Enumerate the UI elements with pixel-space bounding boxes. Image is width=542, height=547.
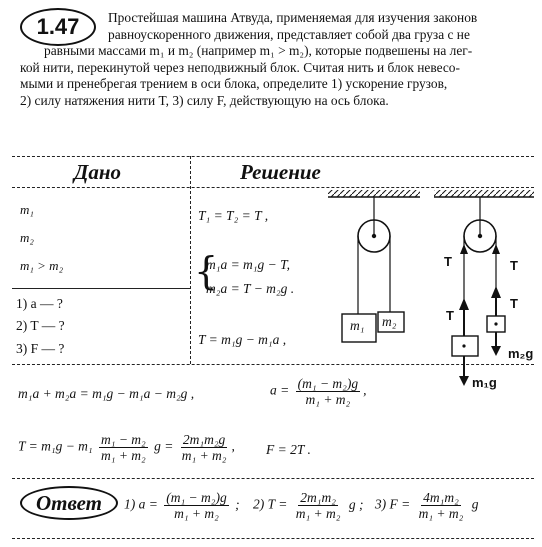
fraction-numerator: (m₁ − m₂)g (166, 490, 227, 505)
ceiling (434, 190, 534, 197)
equation-force: F = 2T . (266, 442, 311, 457)
fraction-denominator: m₁ + m₂ (181, 448, 227, 463)
equation-sum: m₁a + m₂a = m₁g − m₁a − m₂g , (18, 386, 195, 401)
question-item: 1) a — ? (16, 296, 63, 311)
answer-t-pre: 2) T = (252, 496, 288, 512)
label-m2: m₂ (382, 314, 397, 329)
label-weight-m1: m₁g (472, 375, 497, 390)
eq-lhs: T = m₁g − m₁ (18, 438, 93, 454)
given-item: m₁ (20, 202, 34, 217)
arrow-head (491, 346, 501, 356)
arrow-head (491, 286, 501, 298)
equation-tension: T = m₁g − m₁a , (198, 332, 287, 347)
answer-badge (20, 486, 118, 520)
answer-f-pre: 3) F = (374, 496, 411, 512)
label-tension-right: T (510, 258, 518, 273)
label-weight-m2: m₂g (508, 346, 534, 361)
solution-header: Решение (240, 160, 321, 184)
fraction-numerator: 4m₁m₂ (423, 490, 459, 505)
question-item: 3) F — ? (16, 341, 65, 356)
fraction-denominator: m₁ + m₂ (305, 392, 351, 407)
question-item: 2) T — ? (16, 318, 65, 333)
given-item: m₂ (20, 230, 34, 245)
answer-t-post: g ; (348, 496, 364, 512)
given-header: Дано (74, 160, 122, 184)
system-brace: { (194, 249, 219, 293)
given-questions-rule (12, 288, 190, 289)
label-tension-body-left: T (446, 308, 454, 323)
answer-top-rule (12, 478, 534, 479)
system-eq-2: m₂a = T − m₂g . (206, 281, 295, 296)
answer-label: Ответ (35, 490, 102, 515)
fraction-numerator: m₁ − m₂ (101, 432, 146, 447)
ceiling (328, 190, 420, 197)
problem-number (20, 8, 96, 46)
pulley-axle (372, 234, 376, 238)
problem-line: 2) силу натяжения нити T, 3) силу F, действующую на ось блока. (20, 92, 389, 108)
fraction-numerator: (m₁ − m₂)g (297, 376, 359, 391)
equation-tension-result: T = m₁g − m₁ $\frac{\text{m₁ − m₂}}{\text{m₁ + m₂}}$ g = $\frac{\text{2m₁m₂g}}{\text{m₁ + m₂}}$ , (18, 432, 235, 463)
arrow-head (459, 298, 469, 310)
fraction-numerator: 2m₁m₂g (182, 432, 226, 447)
problem-line: Простейшая машина Атвуда, применяемая для изучения законов (108, 10, 478, 25)
answer-formulas (124, 490, 478, 521)
system-eq-1: m₁a = m₁g − T, (206, 257, 290, 272)
atwood-diagram (322, 188, 536, 363)
equation-tensions: T₁ = T₂ = T , (198, 208, 269, 223)
fraction-denominator: m₁ + m₂ (295, 506, 341, 521)
problem-line: равноускоренного движения, представляет собой два груза с не (108, 26, 470, 42)
problem-line: кой нити, перекинутой через неподвижный блок. Считая нить и блок невесо- (20, 59, 460, 75)
top-rule (12, 156, 534, 157)
eq-lhs: a = (270, 382, 290, 398)
fraction (164, 490, 229, 521)
pulley-axle (478, 234, 482, 238)
fraction-denominator: m₁ + m₂ (418, 506, 464, 521)
fraction (294, 490, 343, 521)
mass-dot (462, 344, 465, 347)
fraction (99, 432, 148, 463)
fraction (180, 432, 229, 463)
problem-line: равными массами m₁ и m₂ (например m₁ > m₂), которые подвешены на лег- (44, 43, 473, 59)
given-divider (190, 156, 191, 364)
problem-line: мыми и пренебрегая трением в оси блока, определите 1) ускорение грузов, (20, 76, 448, 92)
fraction-denominator: m₁ + m₂ (174, 506, 219, 521)
eq-mid: g = (154, 438, 174, 454)
weight-arrow-m1-head (459, 376, 469, 386)
mass-dot (494, 322, 497, 325)
fraction (296, 376, 361, 407)
label-m1: m₁ (350, 318, 365, 333)
weight-arrow-m1 (463, 356, 465, 378)
answer-f-post: g (471, 496, 479, 512)
problem-number-text: 1.47 (36, 14, 80, 39)
label-tension-left: T (444, 254, 452, 269)
equation-acceleration: a = $\frac{\text{(m₁ − m₂)g}}{\text{m₁ + m₂}}$ , (270, 376, 367, 407)
fraction-denominator: m₁ + m₂ (101, 448, 146, 463)
given-item: m₁ > m₂ (20, 258, 64, 273)
fraction-numerator: 2m₁m₂ (300, 490, 336, 505)
answer-bottom-rule (12, 538, 534, 539)
fraction (417, 490, 466, 521)
label-tension-body-right: T (510, 296, 518, 311)
answer-a-pre: 1) a = (124, 496, 158, 512)
answer-sep: ; (235, 496, 240, 512)
bottom-rule (12, 364, 534, 365)
